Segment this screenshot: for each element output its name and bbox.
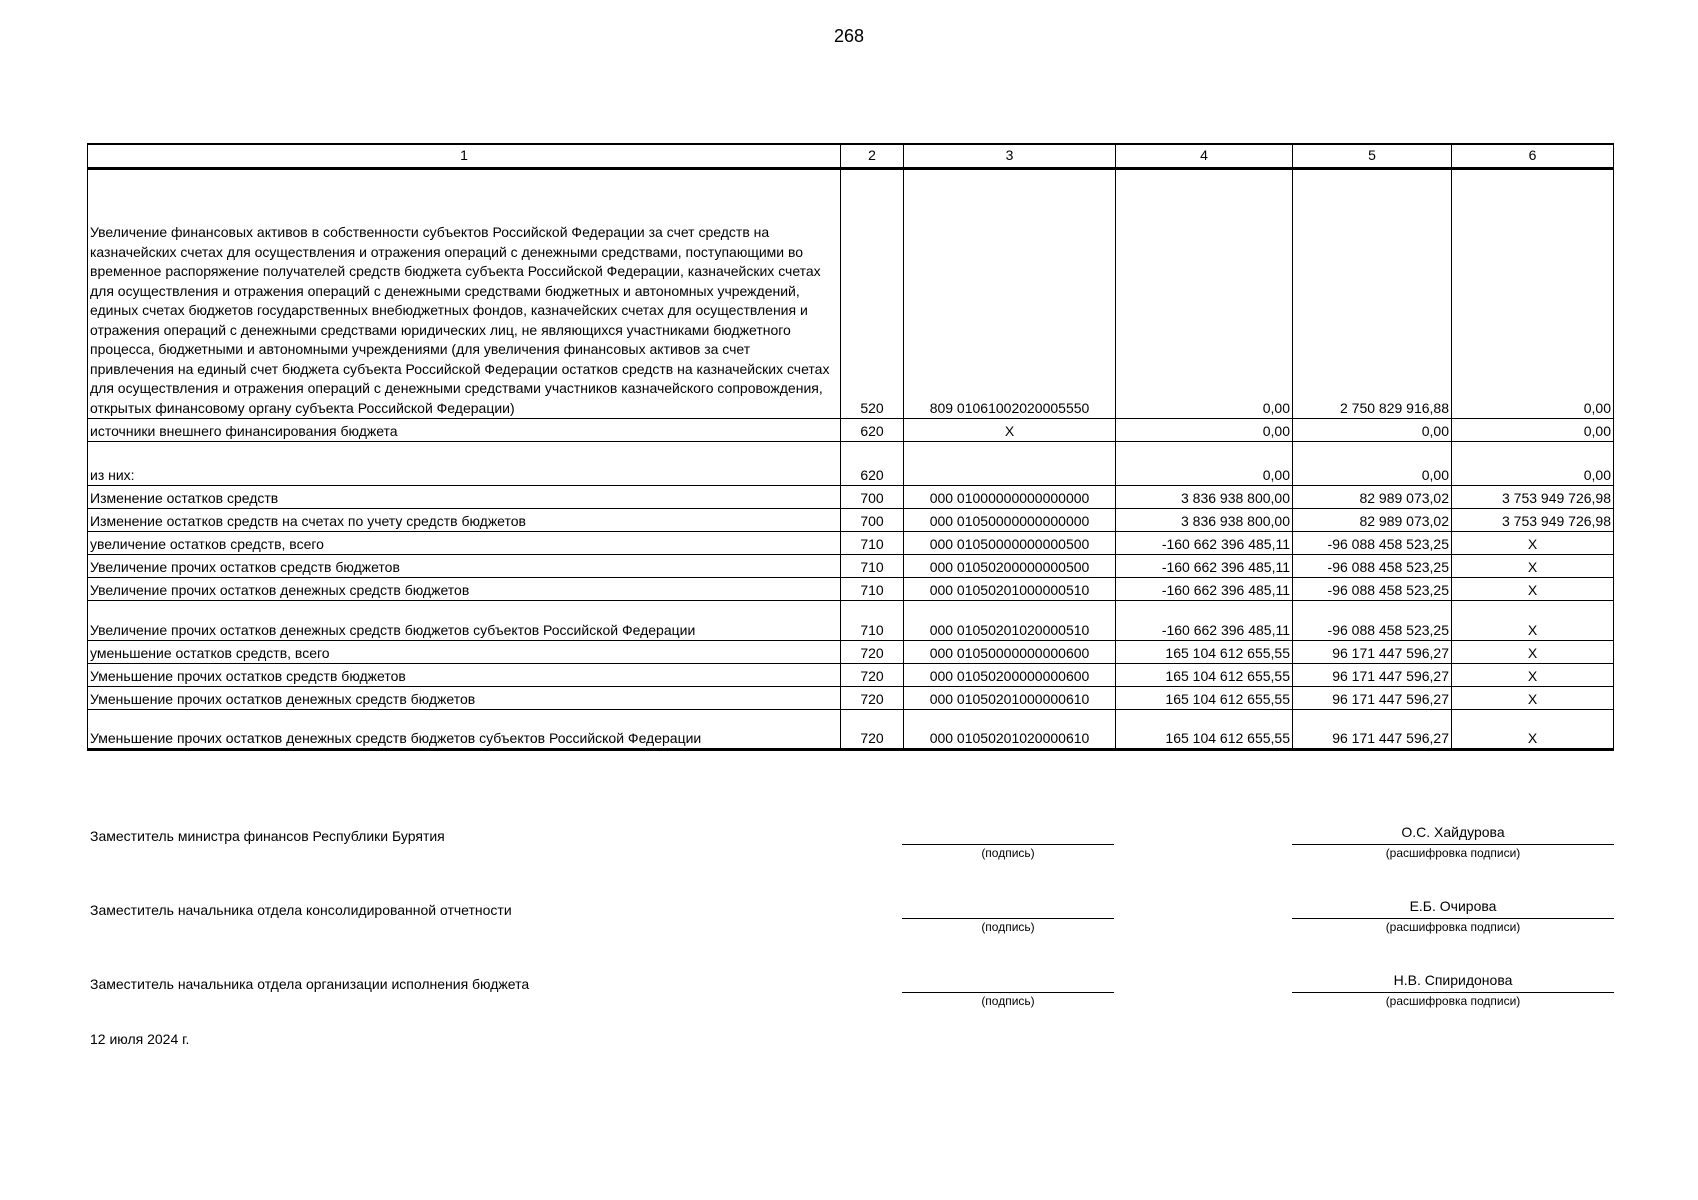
executed-amount: -96 088 458 523,25 [1293, 601, 1452, 641]
line-code: 720 [841, 664, 904, 687]
table-row [88, 486, 1614, 509]
indicator-name: Увеличение финансовых активов в собственности субъектов Российской Федерации за счет средств на казначейских счетах для осуществления и отражения операций с денежными средствами, поступающими во временное распоряжение получателей средств бюджета субъекта Российской Федерации, казначейских счетах для осуществления и отражения операций с денежными средствами бюджетных и автономных учреждений, единых счетах бюджетов государственных внебюджетных фондов, казначейских счетах для осуществления и отражения операций с денежными средствами юридических лиц, не являющихся участниками бюджетного процесса, бюджетными и автономными учреждениями (для увеличения финансовых активов за счет привлечения на единый счет бюджета субъекта Российской Федерации остатков средств на казначейских счетах для осуществления и отражения операций с денежными средствами участников казначейского сопровождения, открытых финансовому органу субъекта Российской Федерации) [88, 169, 841, 419]
table-row [88, 555, 1614, 578]
line-code: 720 [841, 710, 904, 750]
table-row [88, 641, 1614, 664]
report-table [87, 143, 1614, 751]
signer-name: О.С. Хайдурова [1292, 820, 1614, 845]
table-row [88, 687, 1614, 710]
approved-amount: -160 662 396 485,11 [1116, 578, 1293, 601]
budget-classification-code: 000 01050000000000600 [904, 641, 1116, 664]
approved-amount: 165 104 612 655,55 [1116, 687, 1293, 710]
indicator-name: Увеличение прочих остатков денежных средств бюджетов субъектов Российской Федерации [88, 601, 841, 641]
indicator-name: из них: [88, 442, 841, 486]
budget-classification-code: 000 01050201020000610 [904, 710, 1116, 750]
indicator-name: Увеличение прочих остатков денежных средств бюджетов [88, 578, 841, 601]
table-row [88, 419, 1614, 442]
signer-name-caption: (расшифровка подписи) [1385, 920, 1521, 934]
unexecuted-amount: 0,00 [1452, 169, 1614, 419]
budget-classification-code: 000 01050200000000500 [904, 555, 1116, 578]
executed-amount: -96 088 458 523,25 [1293, 578, 1452, 601]
unexecuted-amount: X [1452, 687, 1614, 710]
signature-block [0, 960, 1698, 1020]
table-row [88, 578, 1614, 601]
line-code: 720 [841, 687, 904, 710]
table-row [88, 710, 1614, 750]
budget-classification-code: X [904, 419, 1116, 442]
page-number: 268 [833, 26, 865, 46]
line-code: 620 [841, 419, 904, 442]
table-row [88, 664, 1614, 687]
signature-caption: (подпись) [981, 846, 1035, 860]
line-code: 710 [841, 555, 904, 578]
unexecuted-amount: 0,00 [1452, 419, 1614, 442]
budget-classification-code: 000 01050000000000500 [904, 532, 1116, 555]
executed-amount: 82 989 073,02 [1293, 509, 1452, 532]
signature-line [902, 894, 1114, 919]
table-row [88, 509, 1614, 532]
indicator-name: источники внешнего финансирования бюджета [88, 419, 841, 442]
signer-position: Заместитель начальника отдела консолидированной отчетности [90, 902, 512, 918]
signer-position: Заместитель министра финансов Республики Бурятия [90, 828, 445, 844]
signature-caption: (подпись) [981, 920, 1035, 934]
executed-amount: -96 088 458 523,25 [1293, 532, 1452, 555]
line-code: 710 [841, 532, 904, 555]
budget-classification-code: 809 01061002020005550 [904, 169, 1116, 419]
budget-classification-code: 000 01050201000000610 [904, 687, 1116, 710]
indicator-name: Уменьшение прочих остатков средств бюджетов [88, 664, 841, 687]
executed-amount: 0,00 [1293, 419, 1452, 442]
unexecuted-amount: X [1452, 664, 1614, 687]
budget-classification-code: 000 01050200000000600 [904, 664, 1116, 687]
unexecuted-amount: X [1452, 601, 1614, 641]
line-code: 710 [841, 601, 904, 641]
table-row [88, 442, 1614, 486]
line-code: 700 [841, 509, 904, 532]
indicator-name: Изменение остатков средств на счетах по учету средств бюджетов [88, 509, 841, 532]
budget-classification-code: 000 01050000000000000 [904, 509, 1116, 532]
column-header: 6 [1452, 144, 1614, 169]
signer-name: Н.В. Спиридонова [1292, 968, 1614, 993]
table-row [88, 532, 1614, 555]
indicator-name: Изменение остатков средств [88, 486, 841, 509]
indicator-name: Увеличение прочих остатков средств бюджетов [88, 555, 841, 578]
signature-line [902, 968, 1114, 993]
approved-amount: 165 104 612 655,55 [1116, 664, 1293, 687]
approved-amount: 165 104 612 655,55 [1116, 710, 1293, 750]
report-date: 12 июля 2024 г. [90, 1031, 190, 1047]
approved-amount: 165 104 612 655,55 [1116, 641, 1293, 664]
signature-block [0, 812, 1698, 872]
line-code: 710 [841, 578, 904, 601]
table-row [88, 169, 1614, 419]
unexecuted-amount: 0,00 [1452, 442, 1614, 486]
approved-amount: 3 836 938 800,00 [1116, 486, 1293, 509]
executed-amount: -96 088 458 523,25 [1293, 555, 1452, 578]
line-code: 520 [841, 169, 904, 419]
column-header: 2 [841, 144, 904, 169]
executed-amount: 82 989 073,02 [1293, 486, 1452, 509]
unexecuted-amount: X [1452, 710, 1614, 750]
budget-classification-code [904, 442, 1116, 486]
executed-amount: 96 171 447 596,27 [1293, 710, 1452, 750]
column-header: 1 [88, 144, 841, 169]
budget-classification-code: 000 01000000000000000 [904, 486, 1116, 509]
approved-amount: -160 662 396 485,11 [1116, 555, 1293, 578]
indicator-name: увеличение остатков средств, всего [88, 532, 841, 555]
unexecuted-amount: 3 753 949 726,98 [1452, 486, 1614, 509]
column-header: 5 [1293, 144, 1452, 169]
approved-amount: 0,00 [1116, 442, 1293, 486]
signer-name-caption: (расшифровка подписи) [1385, 994, 1521, 1008]
executed-amount: 96 171 447 596,27 [1293, 641, 1452, 664]
column-header: 3 [904, 144, 1116, 169]
executed-amount: 0,00 [1293, 442, 1452, 486]
signature-caption: (подпись) [981, 994, 1035, 1008]
approved-amount: -160 662 396 485,11 [1116, 601, 1293, 641]
signature-block [0, 886, 1698, 946]
column-header: 4 [1116, 144, 1293, 169]
signature-line [902, 820, 1114, 845]
unexecuted-amount: 3 753 949 726,98 [1452, 509, 1614, 532]
unexecuted-amount: X [1452, 532, 1614, 555]
line-code: 700 [841, 486, 904, 509]
approved-amount: 0,00 [1116, 419, 1293, 442]
line-code: 620 [841, 442, 904, 486]
executed-amount: 96 171 447 596,27 [1293, 687, 1452, 710]
unexecuted-amount: X [1452, 555, 1614, 578]
unexecuted-amount: X [1452, 578, 1614, 601]
table-row [88, 601, 1614, 641]
indicator-name: Уменьшение прочих остатков денежных средств бюджетов [88, 687, 841, 710]
approved-amount: 0,00 [1116, 169, 1293, 419]
signer-name-caption: (расшифровка подписи) [1385, 846, 1521, 860]
signer-position: Заместитель начальника отдела организации исполнения бюджета [90, 976, 530, 992]
budget-classification-code: 000 01050201020000510 [904, 601, 1116, 641]
indicator-name: уменьшение остатков средств, всего [88, 641, 841, 664]
header-row [88, 144, 1614, 169]
signer-name: Е.Б. Очирова [1292, 894, 1614, 919]
line-code: 720 [841, 641, 904, 664]
budget-classification-code: 000 01050201000000510 [904, 578, 1116, 601]
executed-amount: 96 171 447 596,27 [1293, 664, 1452, 687]
executed-amount: 2 750 829 916,88 [1293, 169, 1452, 419]
unexecuted-amount: X [1452, 641, 1614, 664]
indicator-name: Уменьшение прочих остатков денежных средств бюджетов субъектов Российской Федерации [88, 710, 841, 750]
approved-amount: 3 836 938 800,00 [1116, 509, 1293, 532]
approved-amount: -160 662 396 485,11 [1116, 532, 1293, 555]
